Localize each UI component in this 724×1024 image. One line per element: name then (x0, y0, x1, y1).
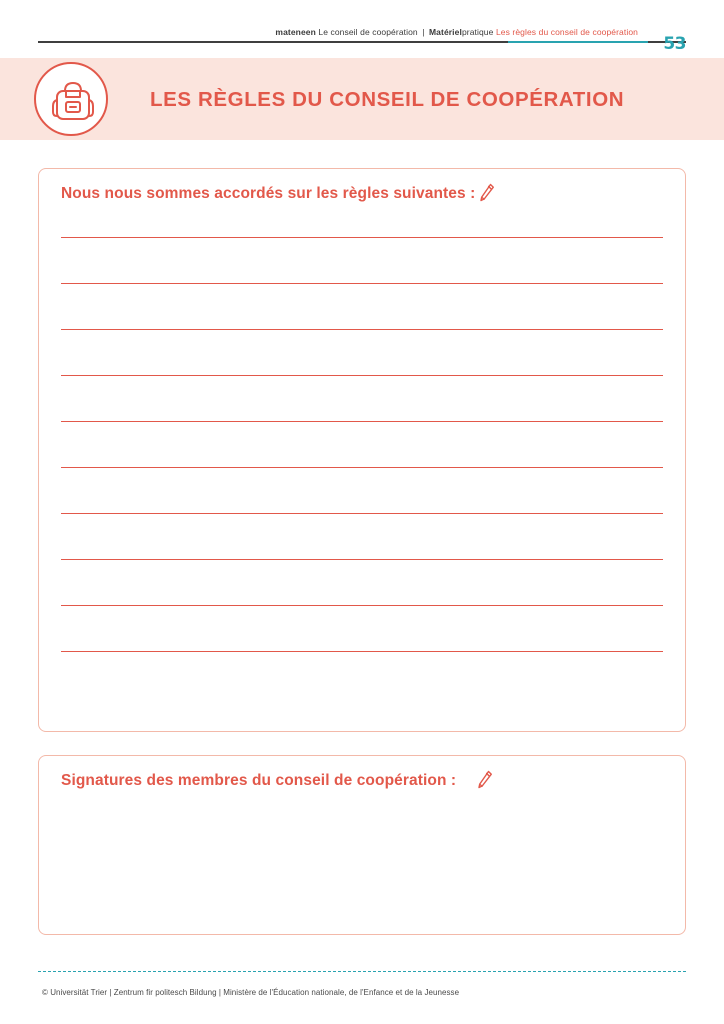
write-line[interactable] (61, 513, 663, 514)
write-line[interactable] (61, 467, 663, 468)
rules-label: Nous nous sommes accordés sur les règles suivantes : (61, 185, 476, 202)
write-line[interactable] (61, 329, 663, 330)
breadcrumb-item-current: Les règles du conseil de coopération (495, 27, 638, 37)
breadcrumb-item-chapter: Le conseil de coopération (318, 27, 418, 37)
write-line[interactable] (61, 651, 663, 652)
footer-copyright: © Universität Trier | Zentrum fir politesch Bildung | Ministère de l'Éducation nationale, de l'Enfance et de la Jeunesse (42, 988, 460, 997)
write-line[interactable] (61, 605, 663, 606)
breadcrumb-separator: | (422, 27, 425, 37)
signatures-box[interactable] (38, 755, 686, 935)
signatures-label: Signatures des membres du conseil de coopération : (61, 772, 457, 789)
rules-write-lines (61, 237, 663, 697)
header-divider-accent (508, 41, 648, 43)
pencil-icon (477, 770, 493, 790)
badge-circle (34, 62, 108, 136)
breadcrumb-item-practical: pratique (461, 27, 494, 37)
breadcrumb-item-publication: mateneen (275, 27, 316, 37)
breadcrumb (275, 26, 638, 38)
page-number: 53 (663, 34, 686, 54)
pencil-icon (479, 183, 495, 203)
breadcrumb-item-material: Matériel (429, 27, 462, 37)
write-line[interactable] (61, 375, 663, 376)
page-header (38, 26, 686, 52)
write-line[interactable] (61, 283, 663, 284)
page-title: LES RÈGLES DU CONSEIL DE COOPÉRATION (150, 88, 625, 111)
write-line[interactable] (61, 237, 663, 238)
backpack-icon (36, 64, 110, 138)
write-line[interactable] (61, 559, 663, 560)
write-line[interactable] (61, 421, 663, 422)
rules-box (38, 168, 686, 732)
footer-divider (38, 971, 686, 972)
